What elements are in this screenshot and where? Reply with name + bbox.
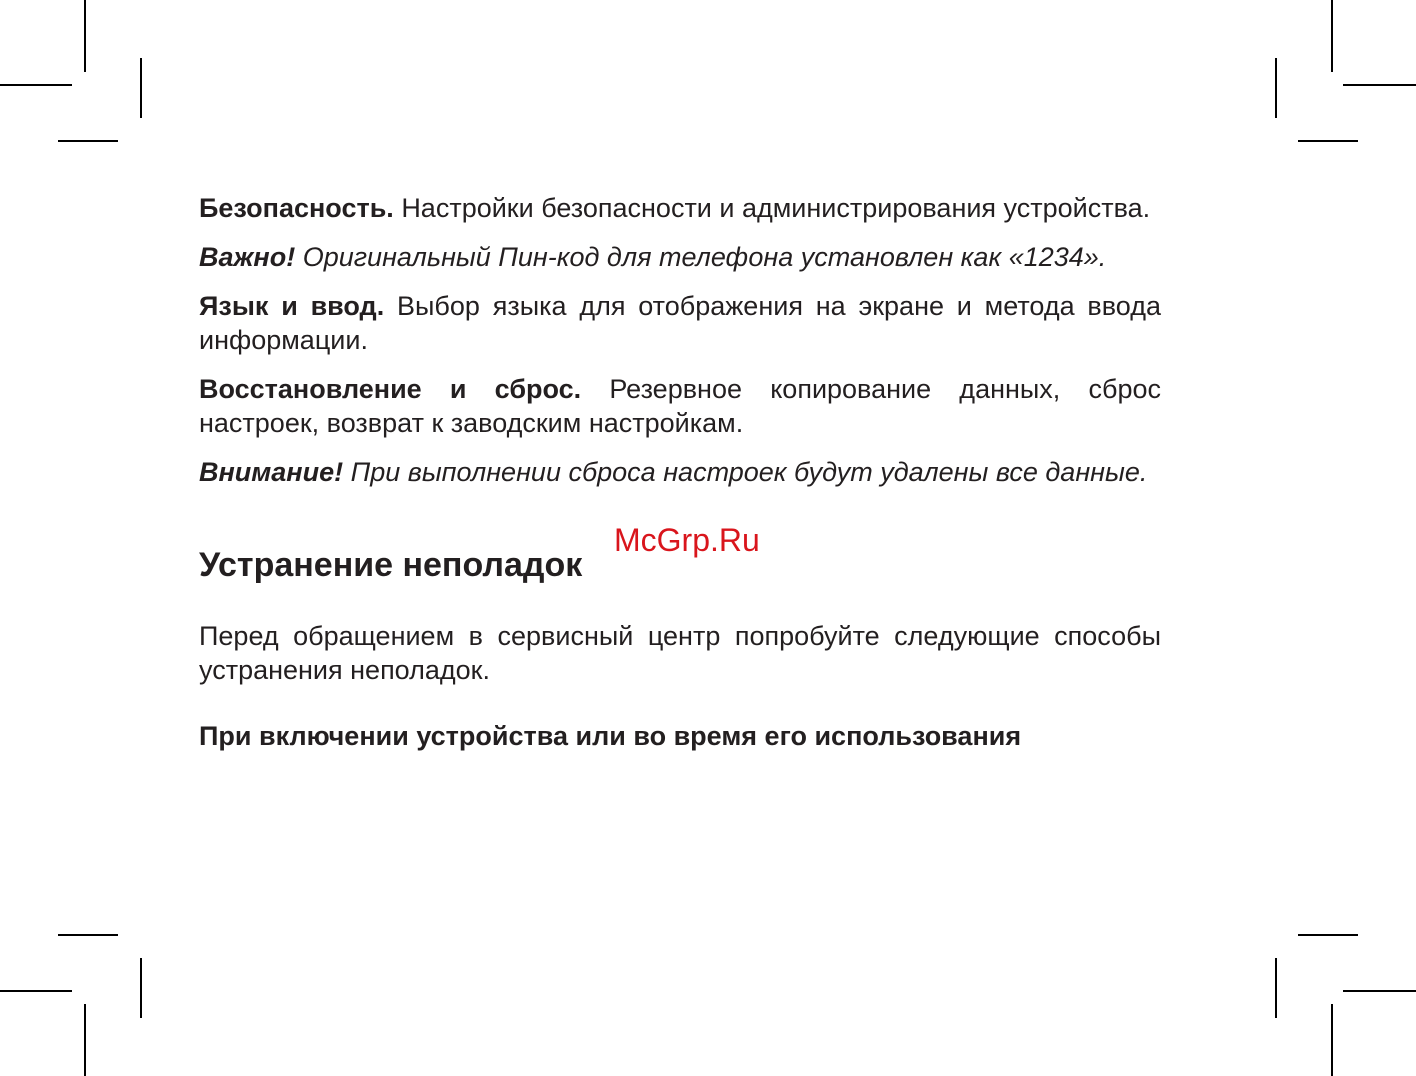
reset-text: Резервное копирование данных, сброс настроек, возврат к заводским настройкам.: [199, 374, 1161, 438]
crop-mark: [84, 0, 86, 72]
watermark: McGrp.Ru: [614, 522, 760, 558]
reset-warning-paragraph: [199, 455, 1161, 489]
reset-paragraph: [199, 372, 1161, 440]
crop-mark: [1331, 1004, 1333, 1076]
language-term: Язык и ввод.: [199, 291, 385, 321]
security-paragraph: [199, 191, 1161, 225]
manual-page-content: [199, 191, 1161, 753]
reset-warning-label: Внимание!: [199, 457, 344, 487]
language-text: Выбор языка для отображения на экране и метода ввода информации.: [199, 291, 1161, 355]
crop-mark: [1343, 84, 1416, 86]
crop-mark: [58, 934, 118, 936]
section-title: Устранение неполадок: [199, 546, 583, 584]
crop-mark: [84, 1004, 86, 1076]
reset-warning-text: При выполнении сброса настроек будут удалены все данные.: [350, 457, 1148, 487]
crop-mark: [140, 958, 142, 1018]
crop-mark: [1343, 990, 1416, 992]
pin-note-paragraph: [199, 240, 1161, 274]
crop-mark: [1275, 958, 1277, 1018]
security-text: Настройки безопасности и администрирования устройства.: [401, 193, 1151, 223]
pin-note-text: Оригинальный Пин-код для телефона установлен как «1234».: [302, 242, 1107, 272]
troubleshooting-intro: Перед обращением в сервисный центр попробуйте следующие способы устранения неполадок.: [199, 621, 1161, 685]
crop-mark: [58, 140, 118, 142]
reset-term: Восстановление и сброс.: [199, 374, 582, 404]
crop-mark: [1331, 0, 1333, 72]
crop-mark: [1275, 58, 1277, 118]
crop-mark: [1298, 140, 1358, 142]
troubleshooting-subheading: При включении устройства или во время его использования: [199, 721, 1022, 751]
pin-note-label: Важно!: [199, 242, 296, 272]
crop-mark: [140, 58, 142, 118]
crop-mark: [0, 84, 72, 86]
security-term: Безопасность.: [199, 193, 394, 223]
crop-mark: [1298, 934, 1358, 936]
language-paragraph: [199, 289, 1161, 357]
crop-mark: [0, 990, 72, 992]
